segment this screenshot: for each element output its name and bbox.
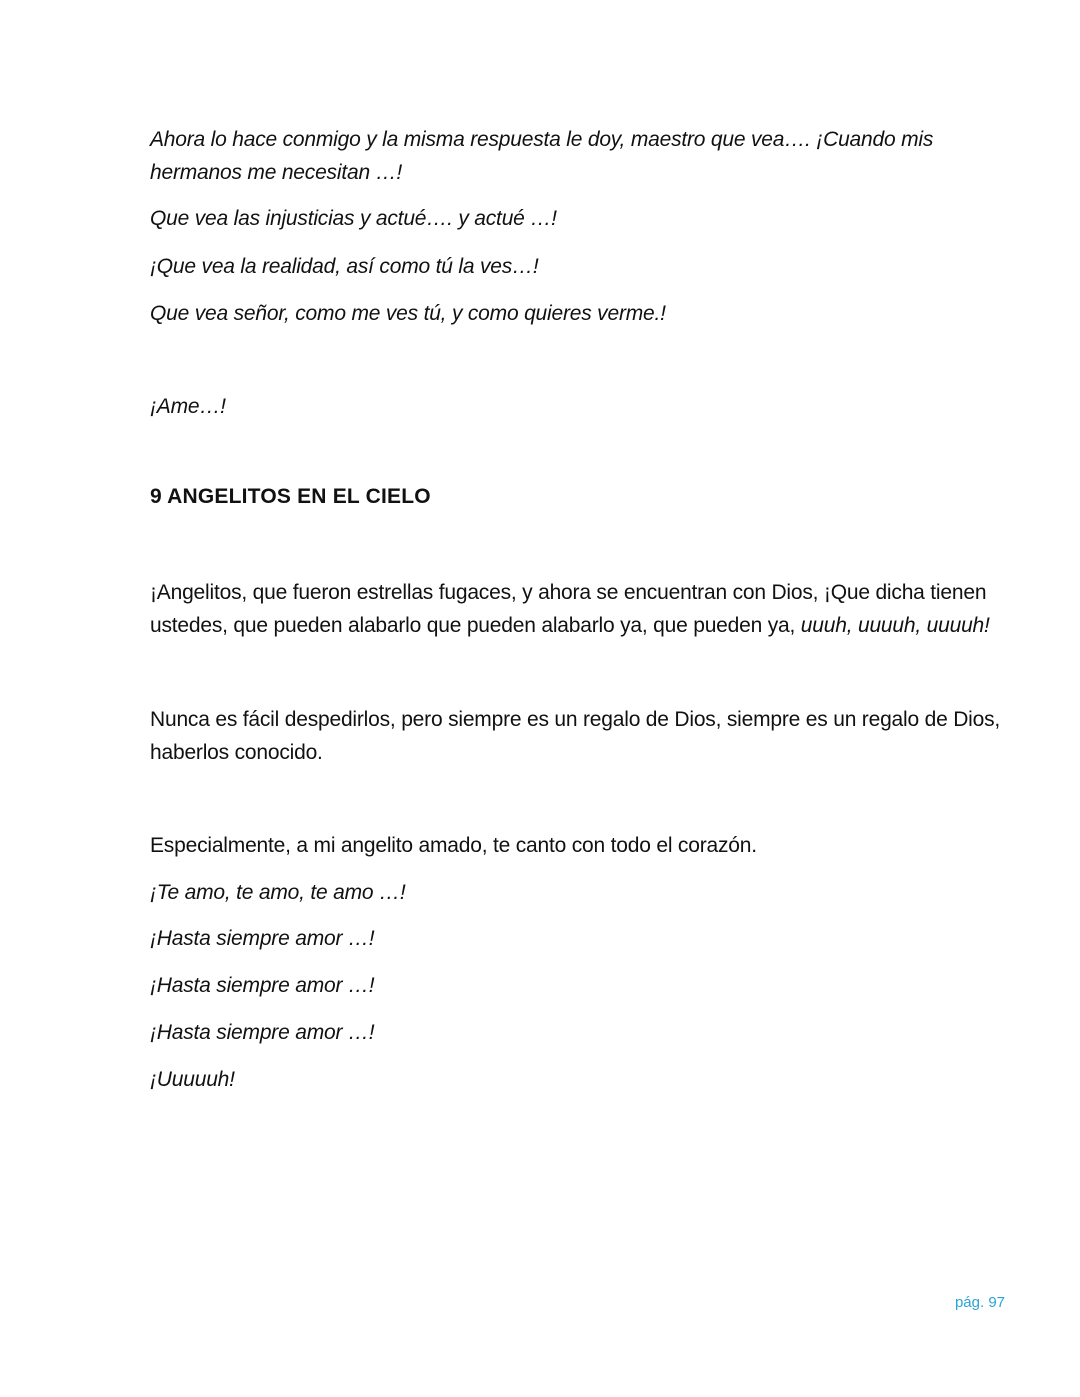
closing-line-5: ¡Uuuuuh! [150, 1068, 235, 1091]
lyric-line-5: ¡Ame…! [150, 395, 226, 418]
closing-line-3: ¡Hasta siempre amor …! [150, 974, 375, 997]
paragraph-1-regular-text: ¡Angelitos, que fueron estrellas fugaces, y ahora se encuentran con Dios, ¡Que dicha tienen ustedes, que pueden alabarlo que pueden alabarlo ya, que pueden ya, [150, 581, 987, 637]
lyric-line-2: Que vea las injusticias y actué…. y actué …! [150, 207, 557, 230]
lyric-line-3: ¡Que vea la realidad, así como tú la ves…! [150, 255, 539, 278]
paragraph-1-italic-text: uuuh, uuuuh, uuuuh! [800, 614, 990, 637]
section-paragraph-3: Especialmente, a mi angelito amado, te canto con todo el corazón. [150, 834, 757, 857]
section-paragraph-1 [150, 576, 1012, 642]
closing-line-2: ¡Hasta siempre amor …! [150, 927, 375, 950]
closing-line-4: ¡Hasta siempre amor …! [150, 1021, 375, 1044]
section-paragraph-2: Nunca es fácil despedirlos, pero siempre es un regalo de Dios, siempre es un regalo de Dios, haberlos conocido. [150, 708, 1001, 764]
page-number: pág. 97 [954, 1294, 1005, 1311]
closing-line-1: ¡Te amo, te amo, te amo …! [150, 881, 406, 904]
paragraph-lyrics-1: Ahora lo hace conmigo y la misma respuesta le doy, maestro que vea…. ¡Cuando mis hermanos me necesitan …! [150, 128, 934, 184]
lyric-line-4: Que vea señor, como me ves tú, y como quieres verme.! [150, 302, 666, 325]
section-heading: 9 ANGELITOS EN EL CIELO [150, 485, 431, 508]
